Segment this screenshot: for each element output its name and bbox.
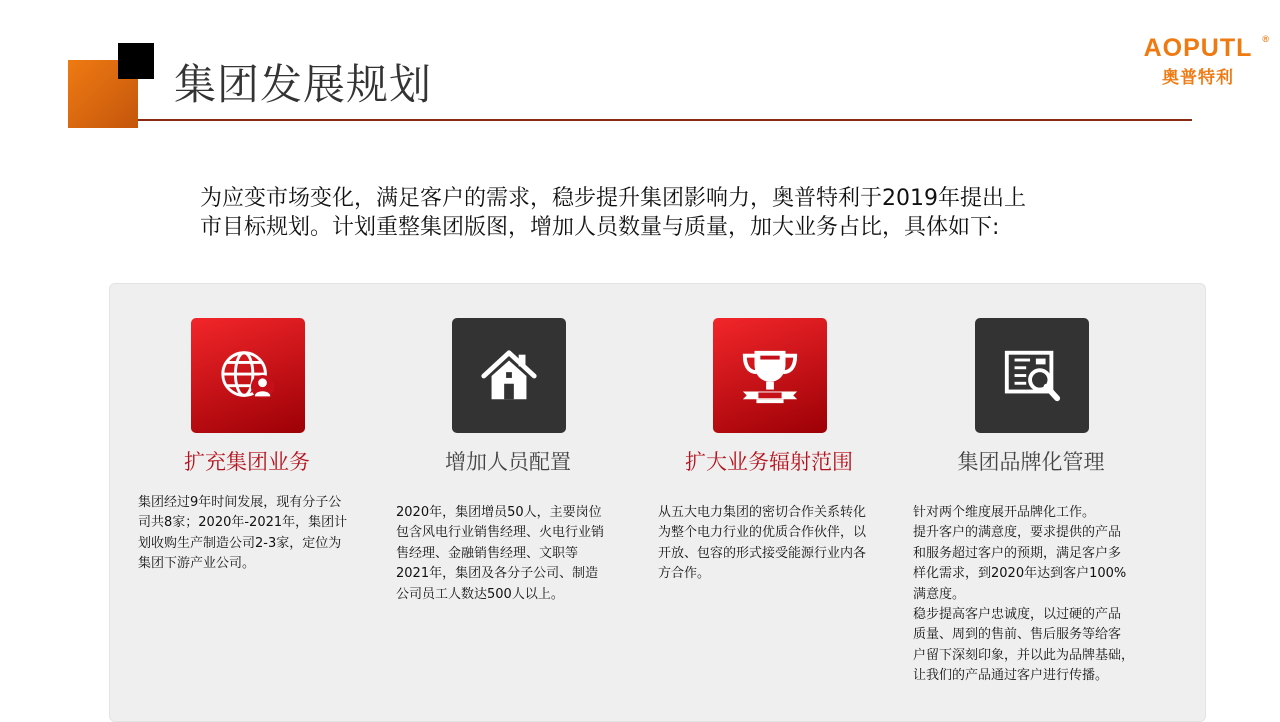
column-text-line: 方合作。 <box>658 566 711 582</box>
column-text-line: 稳步提高客户忠诚度，以过硬的产品 <box>913 607 1122 623</box>
column-text-line: 2020年，集团增员50人，主要岗位 <box>396 505 602 520</box>
title-decoration-black <box>118 43 154 79</box>
column-text-line: 针对两个维度展开品牌化工作。 <box>913 505 1096 520</box>
intro-line: 为应变市场变化，满足客户的需求，稳步提升集团影响力，奥普特利于2019年提出上 <box>200 186 1026 211</box>
column-title: 集团品牌化管理 <box>957 450 1105 474</box>
column-text-line: 满意度。 <box>913 586 966 602</box>
house-icon <box>452 318 566 433</box>
column-text-line: 为整个电力行业的优质合作伙伴，以 <box>658 525 867 541</box>
column-text-line: 样化需求，到2020年达到客户100% <box>913 566 1127 582</box>
column-text-line: 从五大电力集团的密切合作关系转化 <box>658 505 867 520</box>
column-text-line: 提升客户的满意度，要求提供的产品 <box>913 525 1122 541</box>
globe-user-icon <box>191 318 305 433</box>
title-divider <box>138 119 1192 121</box>
column-text-line: 2021年，集团及各分子公司、制造 <box>396 566 599 582</box>
column-text-line: 包含风电行业销售经理、火电行业销 <box>396 525 605 541</box>
column-title: 扩大业务辐射范围 <box>685 450 853 474</box>
page-title: 集团发展规划 <box>174 60 433 109</box>
column-text-line: 集团下游产业公司。 <box>138 556 256 572</box>
column-text <box>658 503 898 585</box>
column-text <box>138 493 378 575</box>
column-text-line: 质量、周到的售前、售后服务等给客 <box>913 627 1122 643</box>
column-text-line: 户留下深刻印象，并以此为品牌基础， <box>913 647 1135 663</box>
logo-text-en: AOPUTL ® <box>1143 34 1270 62</box>
column-text-line: 集团经过9年时间发展，现有分子公 <box>138 495 342 510</box>
company-logo <box>1128 34 1268 88</box>
document-search-icon <box>975 318 1089 433</box>
column-text <box>396 503 636 605</box>
column-text-line: 划收购生产制造公司2-3家，定位为 <box>138 535 342 551</box>
intro-paragraph <box>200 184 1130 242</box>
column-text-line: 售经理、金融销售经理、文职等 <box>396 545 579 561</box>
registered-mark: ® <box>1262 34 1270 44</box>
column-text-line: 开放、包容的形式接受能源行业内各 <box>658 545 867 561</box>
logo-text-cn: 奥普特利 <box>1162 68 1234 88</box>
trophy-icon <box>713 318 827 433</box>
column-text-line: 公司员工人数达500人以上。 <box>396 586 564 602</box>
column-text-line: 司共8家；2020年-2021年，集团计 <box>138 515 348 531</box>
column-text <box>913 503 1163 687</box>
column-title: 扩充集团业务 <box>184 450 310 474</box>
column-title: 增加人员配置 <box>445 450 571 474</box>
column-text-line: 和服务超过客户的预期，满足客户多 <box>913 545 1122 561</box>
intro-line: 市目标规划。计划重整集团版图，增加人员数量与质量，加大业务占比，具体如下: <box>200 215 1000 240</box>
column-text-line: 让我们的产品通过客户进行传播。 <box>913 668 1109 684</box>
